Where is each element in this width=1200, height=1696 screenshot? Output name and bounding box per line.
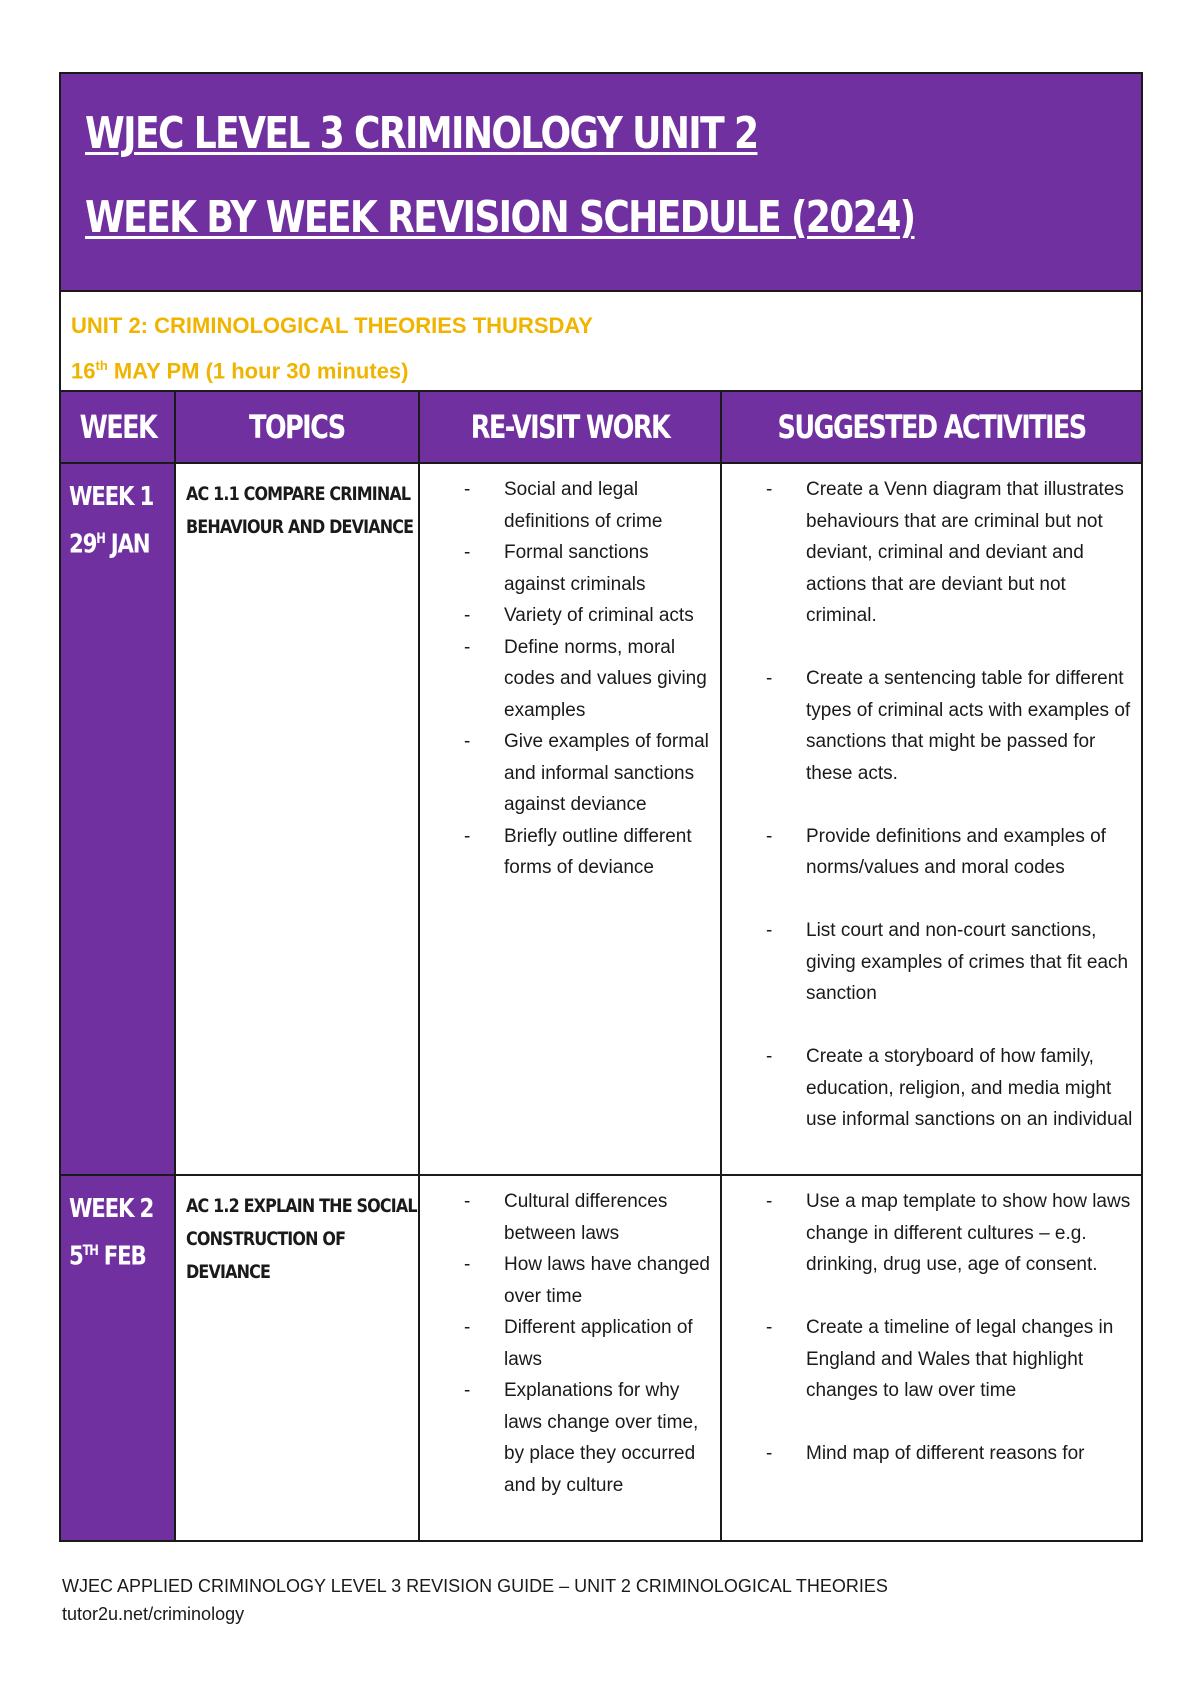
topic-text: AC 1.2 EXPLAIN THE SOCIAL CONSTRUCTION OF DEVIANCE [186,1195,417,1283]
list-item: - Create a Venn diagram that illustrates behaviours that are criminal but not deviant, criminal and deviant and actions that are deviant but not criminal. [766,474,1133,632]
list-item: - Give examples of formal and informal sanctions against deviance [464,726,712,821]
footer-link[interactable]: tutor2u.net/criminology [62,1604,245,1624]
week-cell [61,464,176,1176]
exam-day: 16 [71,358,96,384]
activities-cell [722,1176,1141,1540]
column-header-revisit [420,392,722,464]
list-item: - Cultural differences between laws [464,1186,712,1249]
list-item: - Formal sanctions against criminals [464,537,712,600]
exam-date-rest: MAY PM (1 hour 30 minutes) [107,358,409,384]
week-label: WEEK 2 [69,1194,154,1224]
list-item: - Provide definitions and examples of norms/values and moral codes [766,821,1133,884]
exam-unit-line: UNIT 2: CRIMINOLOGICAL THEORIES THURSDAY [71,313,593,338]
week-date [69,1230,155,1278]
week-date-suffix: H [96,531,105,547]
list-item: - List court and non-court sanctions, giving examples of crimes that fit each sanction [766,915,1133,1010]
revisit-list [464,474,712,884]
revision-schedule-table [59,72,1143,1542]
column-header-label: RE-VISIT WORK [470,408,670,446]
list-item: - Briefly outline different forms of deviance [464,821,712,884]
column-header-activities [722,392,1141,464]
footer-guide-title: WJEC APPLIED CRIMINOLOGY LEVEL 3 REVISION GUIDE – UNIT 2 CRIMINOLOGICAL THEORIES [62,1576,888,1596]
exam-date-line [71,346,1141,391]
list-item: - Different application of laws [464,1312,712,1375]
column-header-label: TOPICS [249,408,345,446]
list-item: - Social and legal definitions of crime [464,474,712,537]
exam-info [61,292,1141,392]
column-header-label: WEEK [79,408,156,446]
list-item: - How laws have changed over time [464,1249,712,1312]
list-item: - Use a map template to show how laws change in different cultures – e.g. drinking, drug use, age of consent. [766,1186,1133,1281]
list-item: - Explanations for why laws change over time, by place they occurred and by culture [464,1375,712,1501]
activities-list [766,474,1133,1136]
column-header-label: SUGGESTED ACTIVITIES [777,408,1086,446]
revisit-list [464,1186,712,1501]
list-item: - Define norms, moral codes and values giving examples [464,632,712,727]
week-date-month: JAN [104,529,150,560]
page-subtitle: WEEK BY WEEK REVISION SCHEDULE (2024) [85,192,915,243]
column-header-week [61,392,176,464]
page-title: WJEC LEVEL 3 CRIMINOLOGY UNIT 2 [85,108,758,159]
week-cell [61,1176,176,1540]
topic-cell [176,464,420,1176]
activities-cell [722,464,1141,1176]
week-label: WEEK 1 [69,482,154,512]
list-item: - Create a timeline of legal changes in England and Wales that highlight changes to law over time [766,1312,1133,1407]
week-date-day: 29 [69,529,97,560]
column-header-topics [176,392,420,464]
revisit-cell [420,1176,722,1540]
list-item: - Create a sentencing table for different types of criminal acts with examples of sanctions that might be passed for these acts. [766,663,1133,789]
week-date-day: 5 [69,1241,83,1272]
title-banner [61,74,1141,292]
revisit-cell [420,464,722,1176]
activities-list [766,1186,1133,1470]
list-item: - Mind map of different reasons for [766,1438,1133,1470]
week-date-month: FEB [97,1241,146,1272]
page-footer [62,1572,888,1628]
schedule-grid [61,392,1141,1540]
topic-text: AC 1.1 COMPARE CRIMINAL BEHAVIOUR AND DEVIANCE [186,483,414,538]
exam-day-suffix: th [95,358,108,373]
week-date [69,518,155,566]
list-item: - Create a storyboard of how family, education, religion, and media might use informal sanctions on an individual [766,1041,1133,1136]
week-date-suffix: TH [82,1243,98,1259]
list-item: - Variety of criminal acts [464,600,712,632]
topic-cell [176,1176,420,1540]
